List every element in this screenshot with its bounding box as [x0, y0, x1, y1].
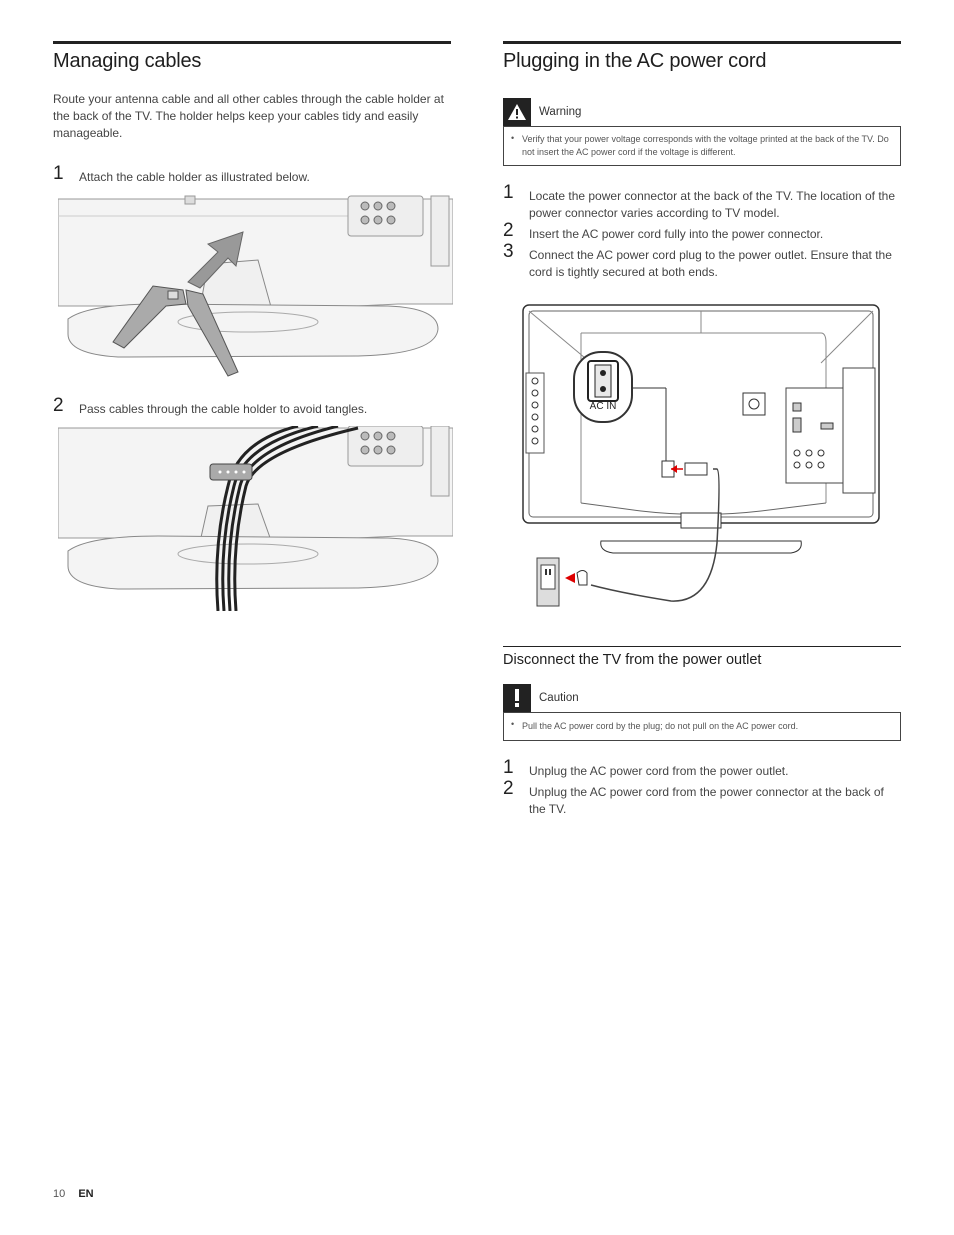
- tv-back-illustration: [521, 303, 881, 613]
- bullet: •: [511, 719, 515, 729]
- step-1: [53, 163, 451, 186]
- warning-label: Warning: [539, 106, 582, 118]
- caution-header: [503, 684, 901, 712]
- step-number: 3: [503, 241, 514, 262]
- right-column: [503, 41, 901, 818]
- disconnect-step-2: [503, 778, 901, 818]
- step-text: Locate the power connector at the back of the TV. The location of the power connector varies according to TV model.: [529, 189, 896, 220]
- step-text: Attach the cable holder as illustrated below.: [79, 170, 310, 184]
- plug-step-3: [503, 241, 901, 281]
- ac-power-diagram: [521, 303, 881, 613]
- section-title-plugging-ac-cord: Plugging in the AC power cord: [503, 41, 901, 73]
- page-footer: [53, 1188, 94, 1200]
- warning-box: [503, 126, 901, 166]
- step-text: Insert the AC power cord fully into the power connector.: [529, 227, 824, 241]
- language-code: EN: [78, 1188, 94, 1200]
- intro-paragraph: Route your antenna cable and all other cables through the cable holder at the back of the TV. The holder helps keep your cables tidy and easily manageable.: [53, 92, 444, 140]
- plug-step-2: [503, 220, 901, 243]
- disconnect-step-1: [503, 757, 901, 780]
- left-column: [53, 41, 451, 611]
- step-number: 1: [53, 163, 64, 184]
- caution-box: [503, 712, 901, 741]
- caution-text: Pull the AC power cord by the plug; do not pull on the AC power cord.: [522, 721, 799, 731]
- ac-in-zoom-callout: [573, 351, 633, 423]
- subsection-title-disconnect: Disconnect the TV from the power outlet: [503, 646, 901, 668]
- step-text: Connect the AC power cord plug to the power outlet. Ensure that the cord is tightly secured at both ends.: [529, 248, 892, 279]
- ac-in-label: AC IN: [589, 401, 617, 412]
- cable-holder-attach-illustration: [58, 194, 453, 379]
- step-number: 1: [503, 182, 514, 203]
- step-text: Unplug the AC power cord from the power connector at the back of the TV.: [529, 785, 884, 816]
- exclamation-icon: [503, 684, 531, 712]
- warning-triangle-icon: [503, 98, 531, 126]
- step-text: Pass cables through the cable holder to avoid tangles.: [79, 402, 368, 416]
- page-number: 10: [53, 1188, 66, 1200]
- plug-step-1: [503, 182, 901, 222]
- disconnect-section: [503, 646, 901, 818]
- warning-block: [503, 98, 901, 166]
- section-title-managing-cables: Managing cables: [53, 41, 451, 73]
- warning-header: [503, 98, 901, 126]
- caution-label: Caution: [539, 692, 579, 704]
- warning-text: Verify that your power voltage corresponds with the voltage printed at the back of the TV. Do not insert the AC power cord if the voltage is different.: [522, 134, 889, 157]
- ac-inlet-icon: [575, 355, 631, 405]
- bullet: •: [511, 133, 515, 143]
- step-number: 2: [503, 220, 514, 241]
- step-number: 1: [503, 757, 514, 778]
- step-text: Unplug the AC power cord from the power outlet.: [529, 764, 789, 778]
- step-number: 2: [503, 778, 514, 799]
- step-2: [53, 395, 451, 418]
- caution-block: [503, 684, 901, 741]
- step-number: 2: [53, 395, 64, 416]
- cables-through-holder-illustration: [58, 426, 453, 611]
